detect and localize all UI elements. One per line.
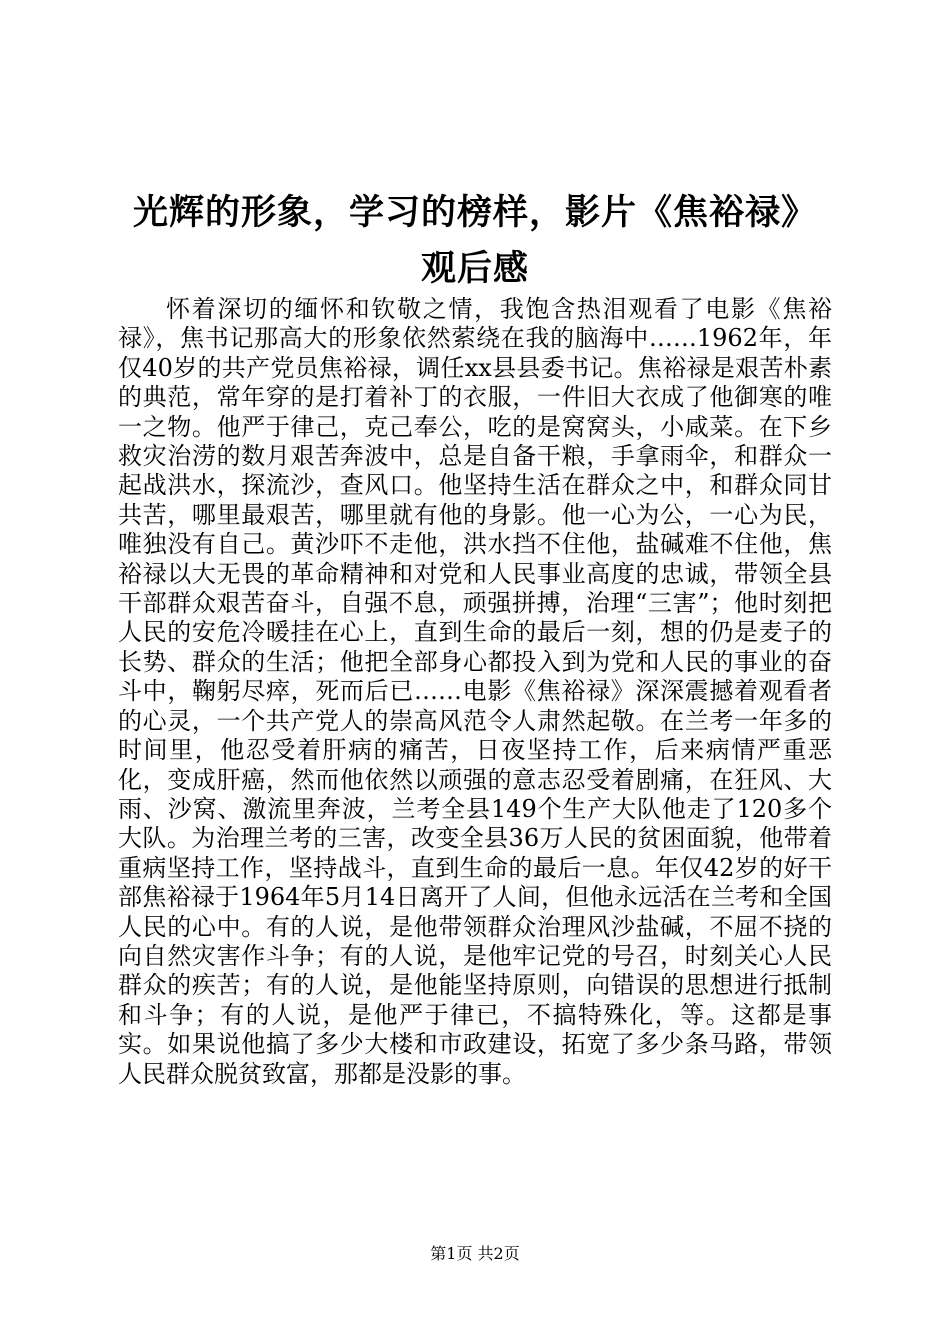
body-paragraph: 怀着深切的缅怀和钦敬之情，我饱含热泪观看了电影《焦裕禄》，焦书记那高大的形象依然萦绕在我的脑海中……1962年，年仅40岁的共产党员焦裕禄，调任xx县县委书记。焦裕禄是艰苦朴素的典范，常年穿的是打着补丁的衣服，一件旧大衣成了他御寒的唯一之物。他严于律己，克己奉公，吃的是窝窝头，小咸菜。在下乡救灾治涝的数月艰苦奔波中，总是自备干粮，手拿雨伞，和群众一起战洪水，探流沙，查风口。他坚持生活在群众之中，和群众同甘共苦，哪里最艰苦，哪里就有他的身影。他一心为公，一心为民，唯独没有自己。黄沙吓不走他，洪水挡不住他，盐碱难不住他，焦裕禄以大无畏的革命精神和对党和人民事业高度的忠诚，带领全县干部群众艰苦奋斗，自强不息，顽强拼搏，治理“三害”；他时刻把人民的安危冷暖挂在心上，直到生命的最后一刻，想的仍是麦子的长势、群众的生活；他把全部身心都投入到为党和人民的事业的奋斗中，鞠躬尽瘁，死而后已……电影《焦裕禄》深深震撼着观看者的心灵，一个共产党人的崇高风范令人肃然起敬。在兰考一年多的时间里，他忍受着肝病的痛苦，日夜坚持工作，后来病情严重恶化，变成肝癌，然而他依然以顽强的意志忍受着剧痛，在狂风、大雨、沙窝、激流里奔波，兰考全县149个生产大队他走了120多个大队。为治理兰考的三害，改变全县36万人民的贫困面貌，他带着重病坚持工作，坚持战斗，直到生命的最后一息。年仅42岁的好干部焦裕禄于1964年5月14日离开了人间，但他永远活在兰考和全国人民的心中。有的人说，是他带领群众治理风沙盐碱，不屈不挠的向自然灾害作斗争；有的人说，是他牢记党的号召，时刻关心人民群众的疾苦；有的人说，是他能坚持原则，向错误的思想进行抵制和斗争；有的人说，是他严于律已，不搞特殊化，等。这都是事实。如果说他搞了多少大楼和市政建设，拓宽了多少条马路，带领人民群众脱贫致富，那都是没影的事。 bbox=[118, 295, 832, 1088]
document-title: 光辉的形象，学习的榜样，影片《焦裕禄》观后感 bbox=[132, 192, 817, 289]
page-footer: 第1页 共2页 bbox=[430, 1244, 520, 1263]
